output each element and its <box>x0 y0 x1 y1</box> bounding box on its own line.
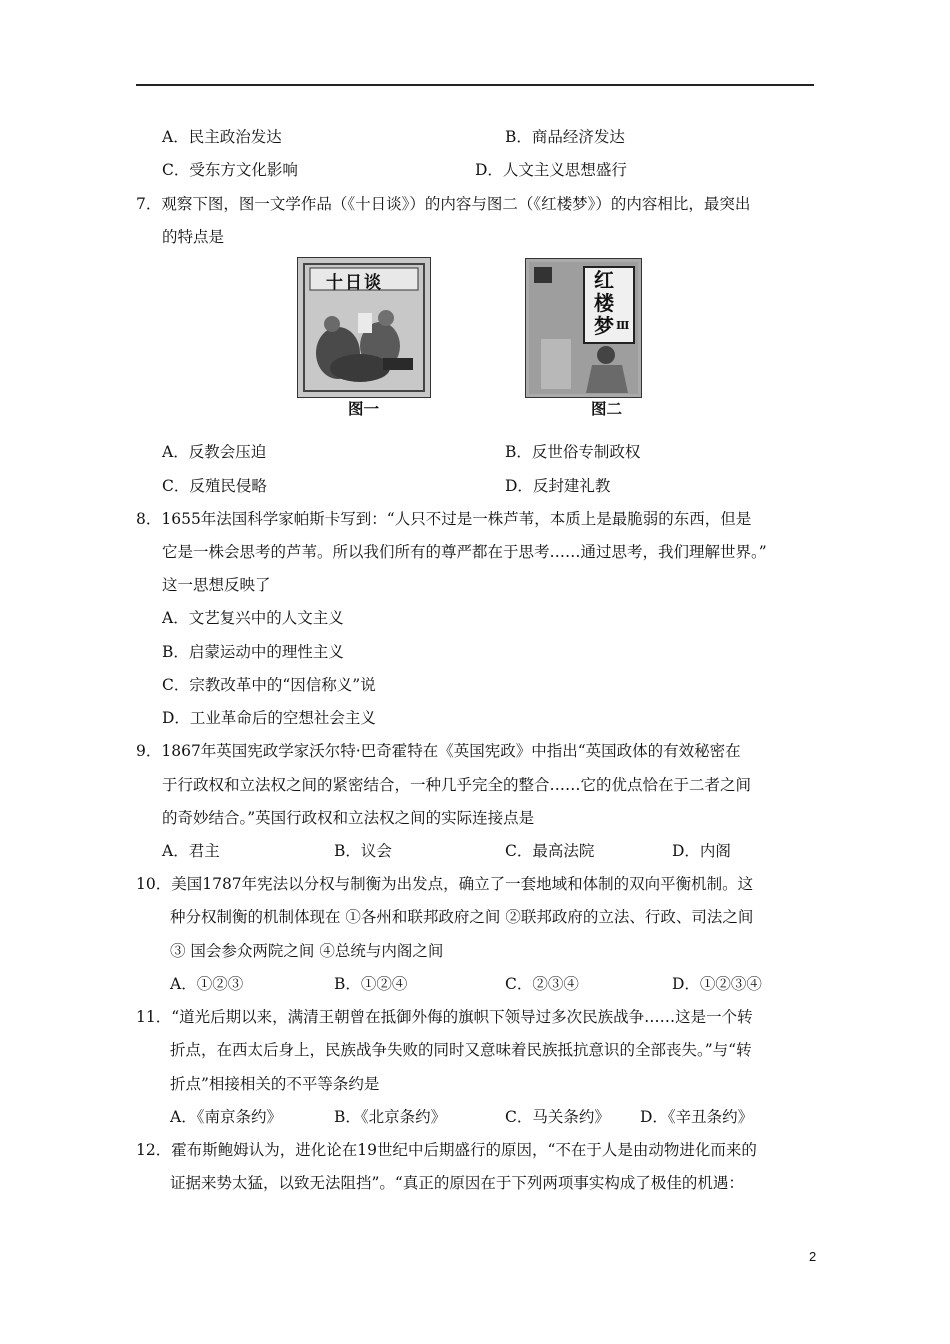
q10-option-c: C．②③④ <box>505 975 579 993</box>
q10-option-d: D．①②③④ <box>672 975 762 993</box>
figure-1-decameron-cover <box>297 257 431 398</box>
q9-stem-line-1: 9．1867年英国宪政学家沃尔特·巴奇霍特在《英国宪政》中指出“英国政体的有效秘密在 <box>136 742 741 760</box>
q9-stem-line-3: 的奇妙结合。”英国行政权和立法权之间的实际连接点是 <box>162 809 535 827</box>
q6-option-c: C．受东方文化影响 <box>162 161 298 179</box>
q6-option-d: D．人文主义思想盛行 <box>475 161 627 179</box>
q8-stem-line-1: 8．1655年法国科学家帕斯卡写到：“人只不过是一株芦苇，本质上是最脆弱的东西，但是 <box>136 510 752 528</box>
q9-option-a: A．君主 <box>162 842 220 860</box>
q8-stem-line-2: 它是一株会思考的芦苇。所以我们所有的尊严都在于思考……通过思考，我们理解世界。” <box>162 543 767 561</box>
q11-stem-line-2: 折点，在西太后身上，民族战争失败的同时又意味着民族抵抗意识的全部丧失。”与“转 <box>170 1041 752 1059</box>
q11-option-c: C．马关条约》 <box>505 1108 610 1126</box>
q10-stem-line-3: ③ 国会参众两院之间 ④总统与内阁之间 <box>170 942 444 960</box>
page-number: 2 <box>809 1249 817 1264</box>
figure-2-title-char-2: 楼 <box>594 291 614 315</box>
q11-option-d: D．《辛丑条约》 <box>640 1108 754 1126</box>
q8-option-d: D．工业革命后的空想社会主义 <box>162 709 376 727</box>
q12-stem-line-2: 证据来势太猛，以致无法阻挡”。“真正的原因在于下列两项事实构成了极佳的机遇： <box>170 1174 744 1192</box>
q9-stem-line-2: 于行政权和立法权之间的紧密结合，一种几乎完全的整合……它的优点恰在于二者之间 <box>162 776 752 794</box>
q8-option-c: C．宗教改革中的“因信称义”说 <box>162 676 376 694</box>
q10-option-a: A．①②③ <box>170 975 244 993</box>
q7-option-c: C．反殖民侵略 <box>162 477 267 495</box>
q10-stem-line-1: 10．美国1787年宪法以分权与制衡为出发点，确立了一套地域和体制的双向平衡机制。这 <box>136 875 754 893</box>
q11-option-a: A．《南京条约》 <box>170 1108 282 1126</box>
figure-1-caption: 图一 <box>348 399 380 418</box>
figure-2-dream-red-chamber-cover <box>525 258 642 398</box>
figure-2-caption: 图二 <box>591 399 623 418</box>
q7-stem-line-2: 的特点是 <box>162 228 225 246</box>
q7-stem-line-1: 7．观察下图，图一文学作品（《十日谈》）的内容与图二（《红楼梦》）的内容相比，最突出 <box>136 195 751 213</box>
q11-option-b: B．《北京条约》 <box>334 1108 447 1126</box>
q10-stem-line-2: 种分权制衡的机制体现在 ①各州和联邦政府之间 ②联邦政府的立法、行政、司法之间 <box>170 908 754 926</box>
figure-2-title-char-3: 梦 <box>594 314 614 338</box>
figure-1-title: 十日谈 <box>326 273 383 293</box>
q9-option-b: B．议会 <box>334 842 392 860</box>
q8-option-b: B．启蒙运动中的理性主义 <box>162 643 344 661</box>
q10-option-b: B．①②④ <box>334 975 408 993</box>
figure-2-title-char-4: Ⅲ <box>616 319 630 332</box>
q6-option-a: A．民主政治发达 <box>162 128 282 146</box>
q7-option-a: A．反教会压迫 <box>162 443 267 461</box>
figure-2-title-char-1: 红 <box>594 268 614 292</box>
q11-stem-line-1: 11．“道光后期以来，满清王朝曾在抵御外侮的旗帜下领导过多次民族战争……这是一个转 <box>136 1008 753 1026</box>
q9-option-c: C．最高法院 <box>505 842 595 860</box>
q8-option-a: A．文艺复兴中的人文主义 <box>162 609 344 627</box>
q12-stem-line-1: 12．霍布斯鲍姆认为，进化论在19世纪中后期盛行的原因，“不在于人是由动物进化而来的 <box>136 1141 757 1159</box>
q9-option-d: D．内阁 <box>672 842 731 860</box>
q6-option-b: B．商品经济发达 <box>505 128 625 146</box>
q11-stem-line-3: 折点”相接相关的不平等条约是 <box>170 1075 380 1093</box>
header-rule <box>136 84 814 86</box>
q7-option-b: B．反世俗专制政权 <box>505 443 641 461</box>
q7-option-d: D．反封建礼教 <box>505 477 611 495</box>
q8-stem-line-3: 这一思想反映了 <box>162 576 271 594</box>
